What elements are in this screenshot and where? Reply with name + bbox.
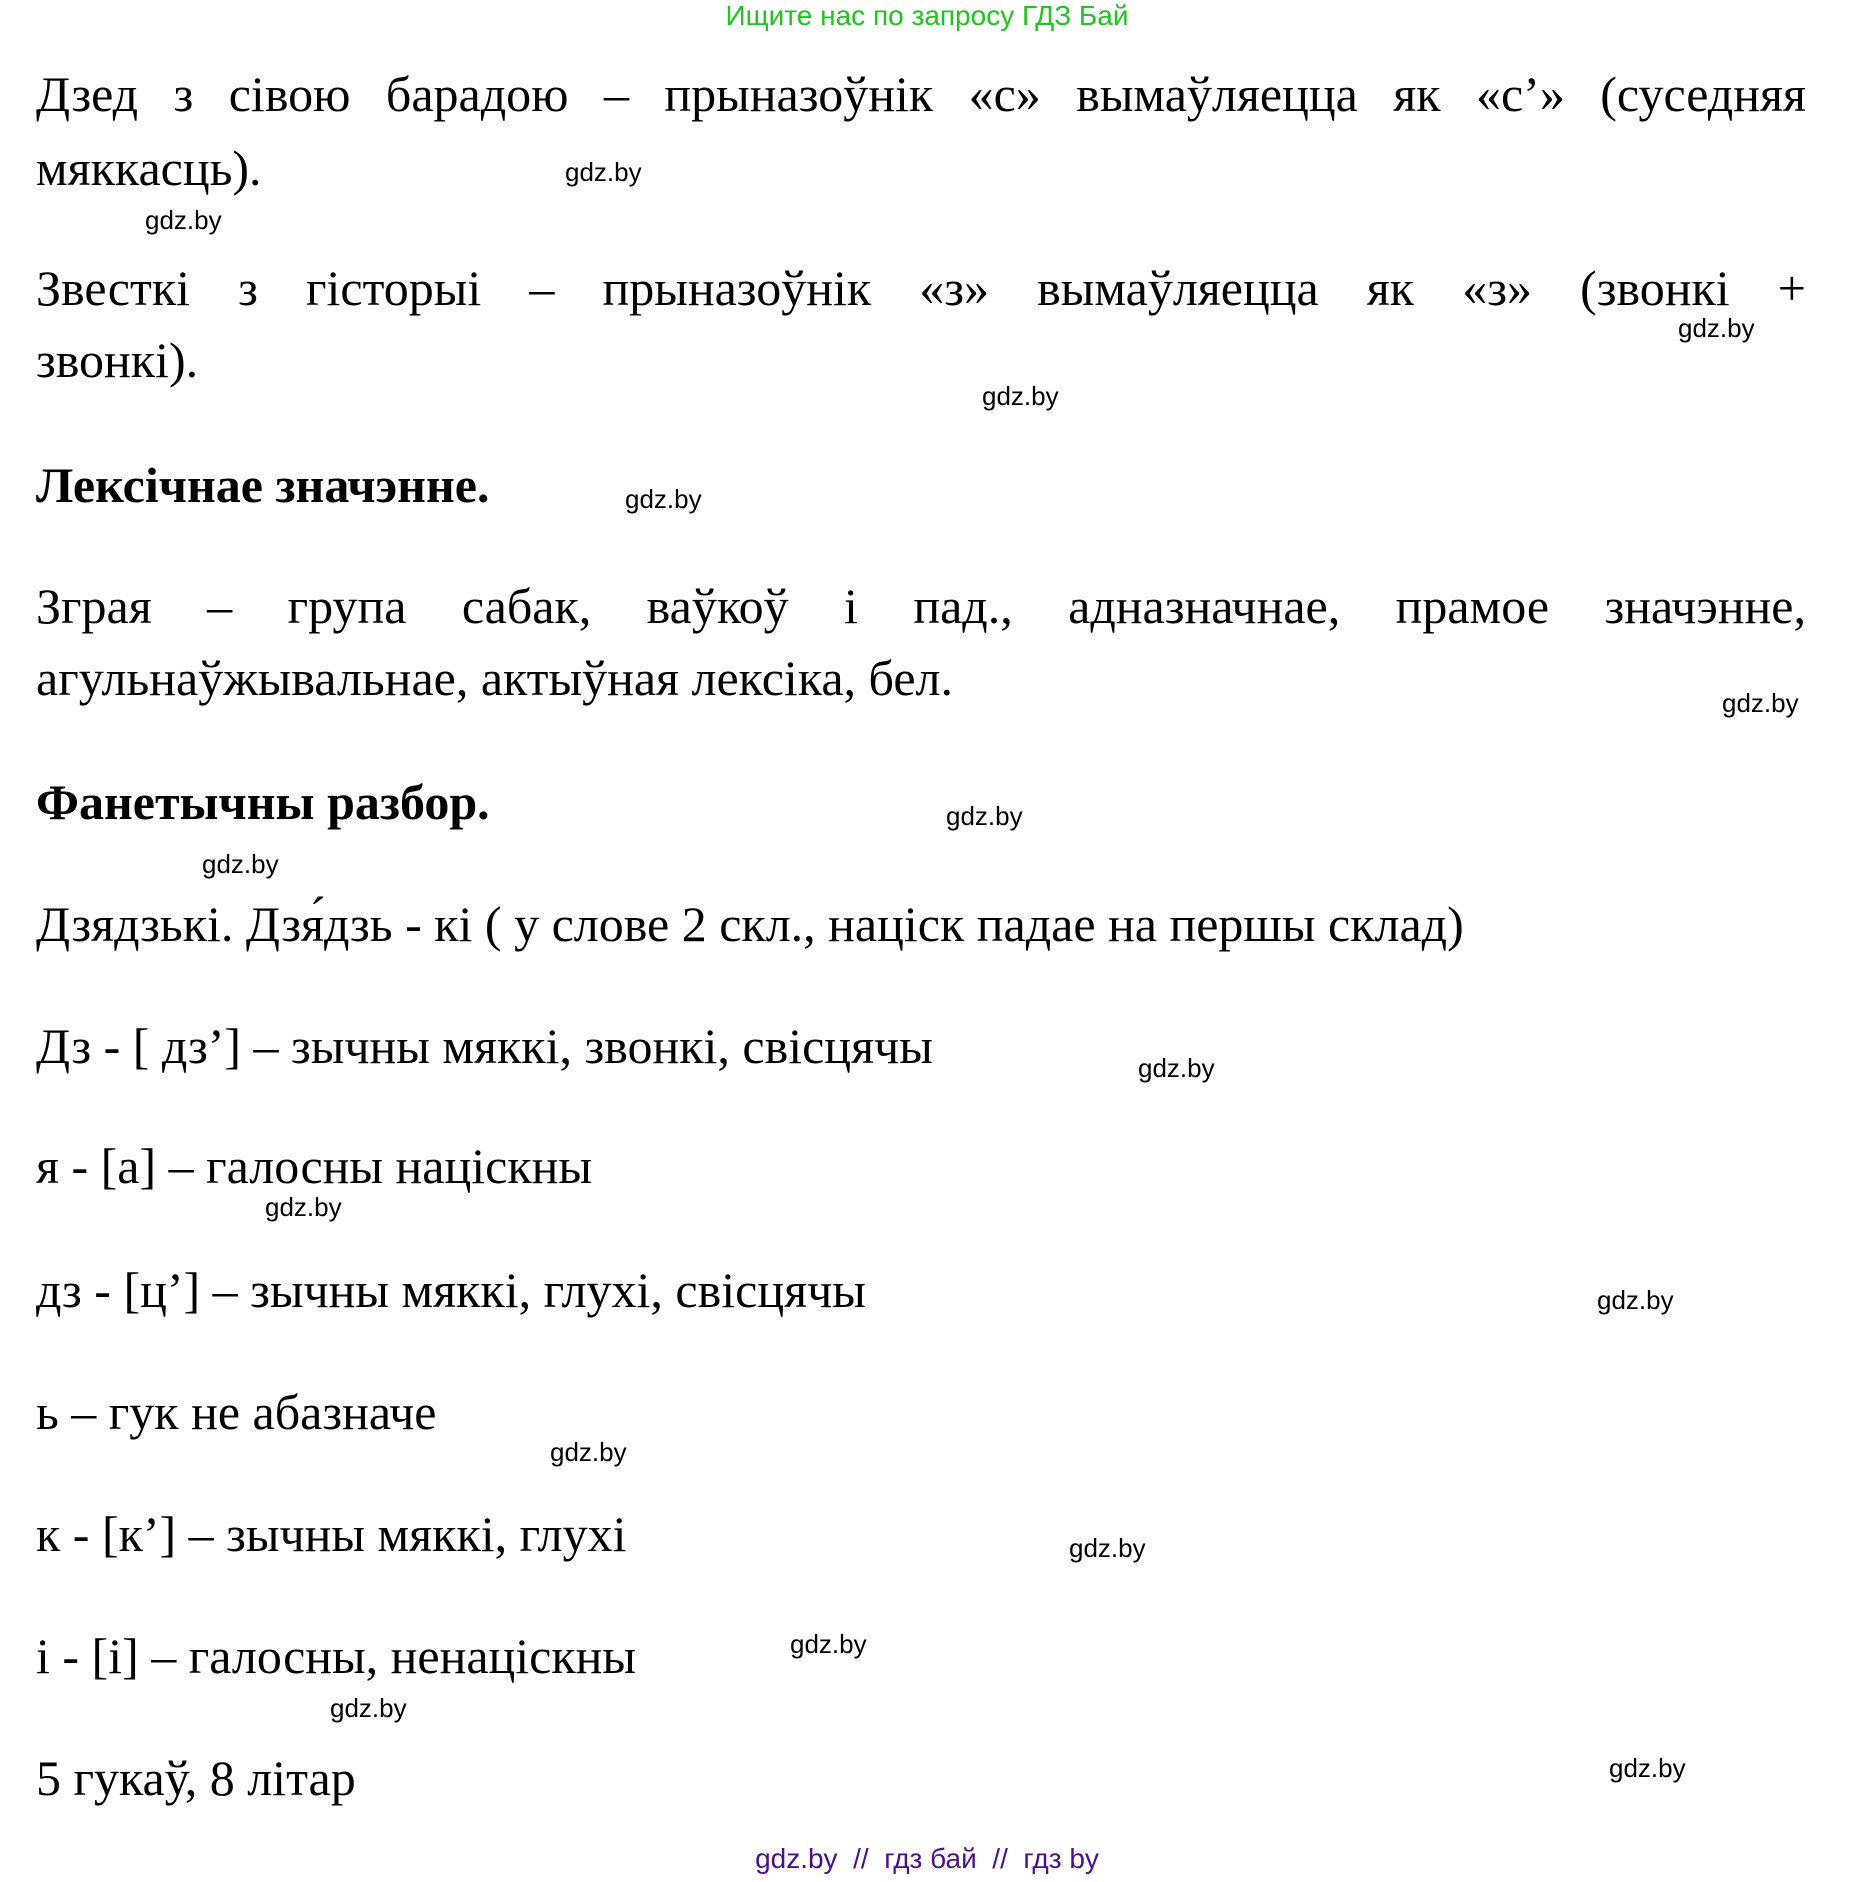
sound-line: дз - [ц’] – зычны мяккі, глухі, свісцячы — [36, 1262, 866, 1318]
sound-line: я - [а] – галосны націскны — [36, 1138, 592, 1194]
sound-line: і - [і] – галосны, ненаціскны — [36, 1628, 636, 1684]
watermark: gdz.by — [550, 1437, 627, 1467]
phonetic-heading: Фанетычны разбор. — [36, 774, 490, 830]
paragraph-1-line-1: Дзед з сівою барадою – прыназоўнік «с» вымаўляецца як «с’» (суседняя — [36, 66, 1806, 122]
watermark: gdz.by — [1678, 313, 1755, 343]
watermark: gdz.by — [1722, 688, 1799, 718]
paragraph-1-line-2: мяккасць). — [36, 140, 262, 196]
watermark: gdz.by — [202, 849, 279, 879]
watermark: gdz.by — [1138, 1053, 1215, 1083]
lexical-heading: Лексічнае значэнне. — [36, 457, 490, 513]
paragraph-2-line-1: Звесткі з гісторыі – прыназоўнік «з» вымаўляецца як «з» (звонкі + — [36, 260, 1806, 316]
watermark: gdz.by — [625, 484, 702, 514]
phonetic-word-line: Дзядзькі. Дзя́дзь - кі ( у слове 2 скл., націск падае на першы склад) — [36, 896, 1464, 952]
watermark: gdz.by — [946, 801, 1023, 831]
sound-line: ь – гук не абазначе — [36, 1384, 437, 1440]
watermark: gdz.by — [790, 1629, 867, 1659]
paragraph-2-line-2: звонкі). — [36, 332, 199, 388]
watermark: gdz.by — [982, 381, 1059, 411]
lexical-line-1: Зграя – група сабак, ваўкоў і пад., адназначнае, прамое значэнне, — [36, 578, 1806, 634]
watermark: gdz.by — [565, 157, 642, 187]
watermark: gdz.by — [1609, 1753, 1686, 1783]
sound-line: Дз - [ дз’] – зычны мяккі, звонкі, свісцячы — [36, 1018, 933, 1074]
watermark: gdz.by — [145, 205, 222, 235]
sound-line: к - [к’] – зычны мяккі, глухі — [36, 1506, 627, 1562]
header-banner: Ищите нас по запросу ГДЗ Бай — [725, 0, 1129, 31]
watermark: gdz.by — [1069, 1533, 1146, 1563]
watermark: gdz.by — [330, 1693, 407, 1723]
phonetic-summary: 5 гукаў, 8 літар — [36, 1750, 356, 1806]
lexical-line-2: агульнаўжывальнае, актыўная лексіка, бел. — [36, 650, 953, 706]
watermark: gdz.by — [1597, 1285, 1674, 1315]
watermark: gdz.by — [265, 1192, 342, 1222]
footer-links: gdz.by // гдз бай // гдз by — [755, 1843, 1099, 1874]
